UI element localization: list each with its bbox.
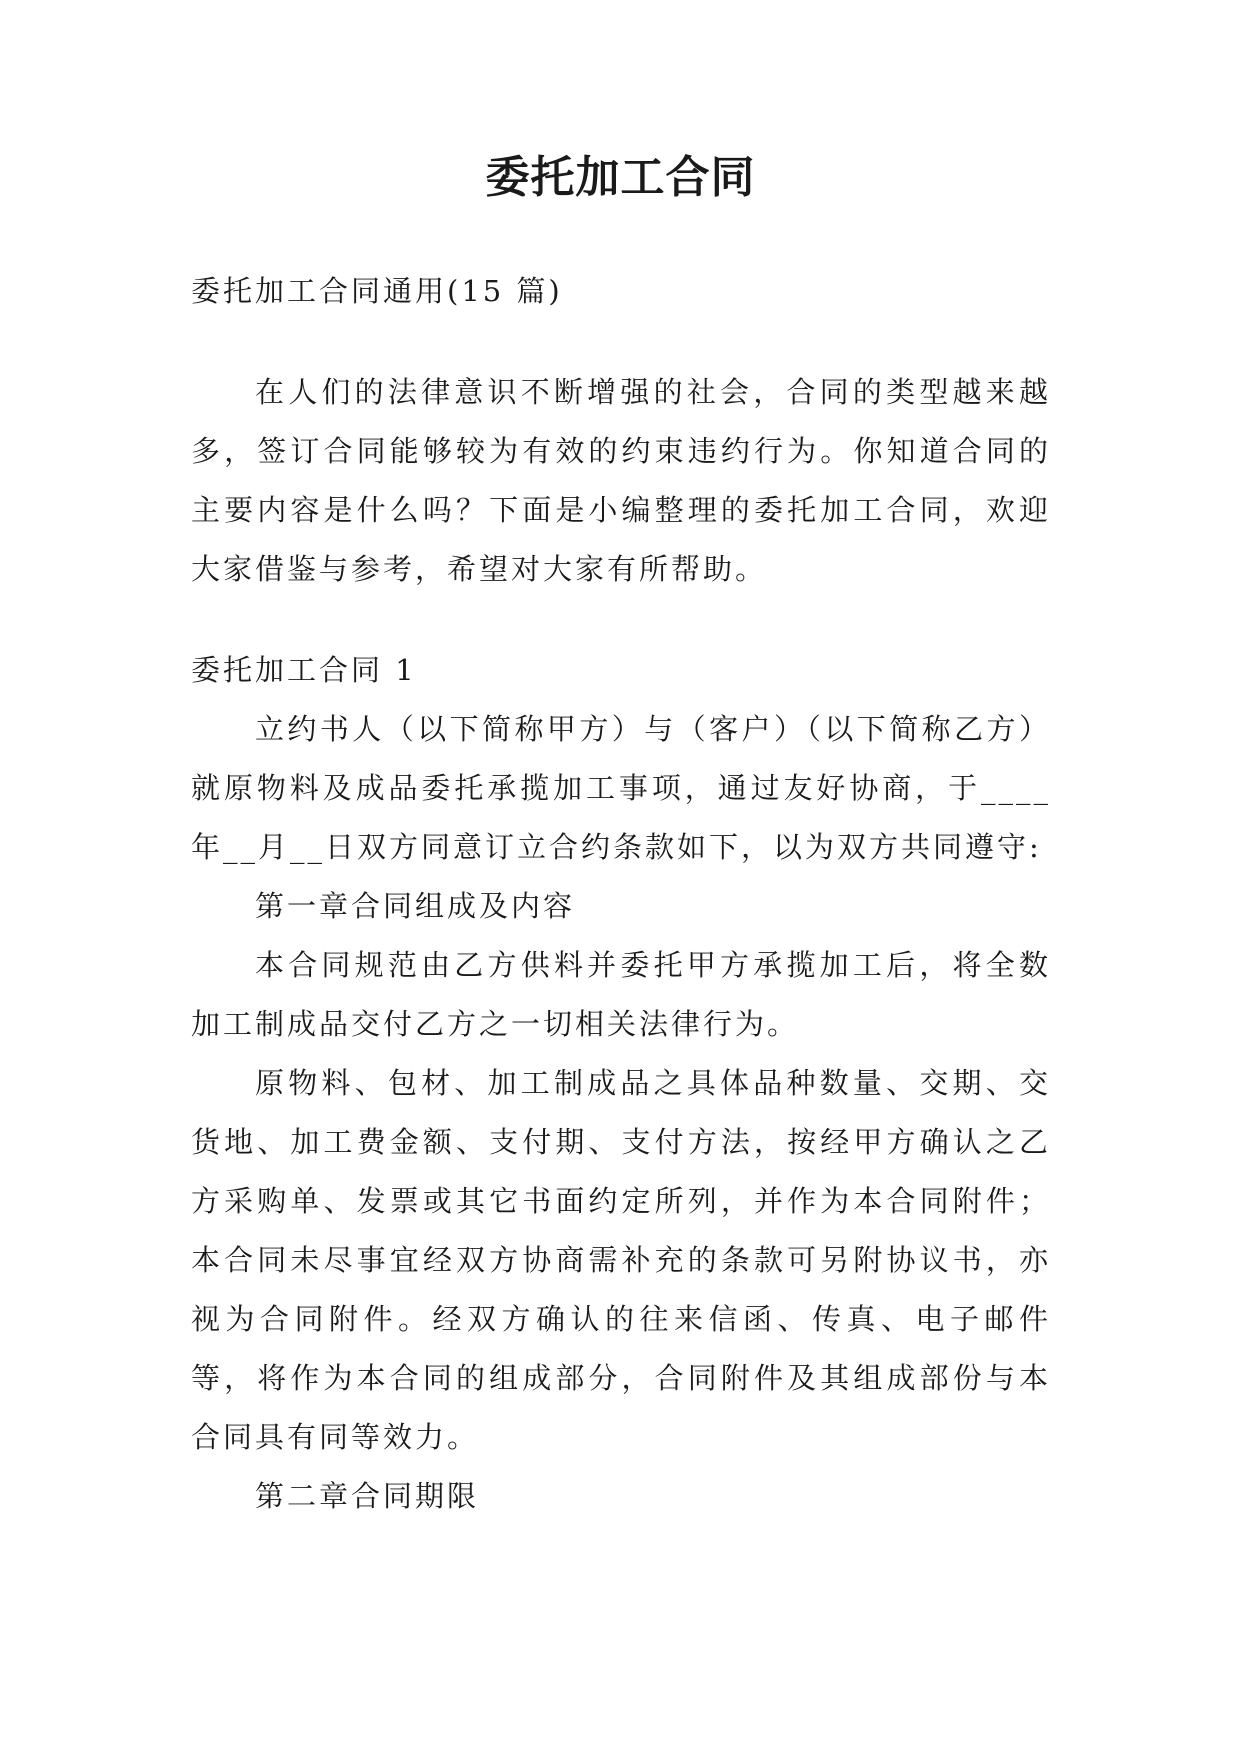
document-body: [191, 262, 1051, 1526]
paragraph-attachments: 原物料、包材、加工制成品之具体品种数量、交期、交货地、加工费金额、支付期、支付方法，按经甲方确认之乙方采购单、发票或其它书面约定所列，并作为本合同附件；本合同未尽事宜经双方协商需补充的条款可另附协议书，亦视为合同附件。经双方确认的往来信函、传真、电子邮件等，将作为本合同的组成部分，合同附件及其组成部份与本合同具有同等效力。: [191, 1066, 1051, 1454]
spacer: [191, 321, 1051, 363]
spacer: [191, 599, 1051, 641]
chapter-heading-1: 第一章合同组成及内容: [255, 889, 576, 923]
chapter-heading-2: 第二章合同期限: [255, 1479, 480, 1513]
document-subtitle: 委托加工合同通用(15 篇): [191, 274, 563, 308]
section-heading: 委托加工合同 1: [191, 653, 417, 687]
intro-paragraph: 在人们的法律意识不断增强的社会，合同的类型越来越多，签订合同能够较为有效的约束违约行为。你知道合同的主要内容是什么吗？下面是小编整理的委托加工合同，欢迎大家借鉴与参考，希望对大家有所帮助。: [191, 375, 1051, 586]
document-title: 委托加工合同: [485, 152, 756, 203]
paragraph-parties: 立约书人（以下简称甲方）与（客户）（以下简称乙方）就原物料及成品委托承揽加工事项，通过友好协商，于____年__月__日双方同意订立合约条款如下，以为双方共同遵守:: [191, 712, 1051, 864]
paragraph-scope: 本合同规范由乙方供料并委托甲方承揽加工后，将全数加工制成品交付乙方之一切相关法律行为。: [191, 948, 1051, 1041]
